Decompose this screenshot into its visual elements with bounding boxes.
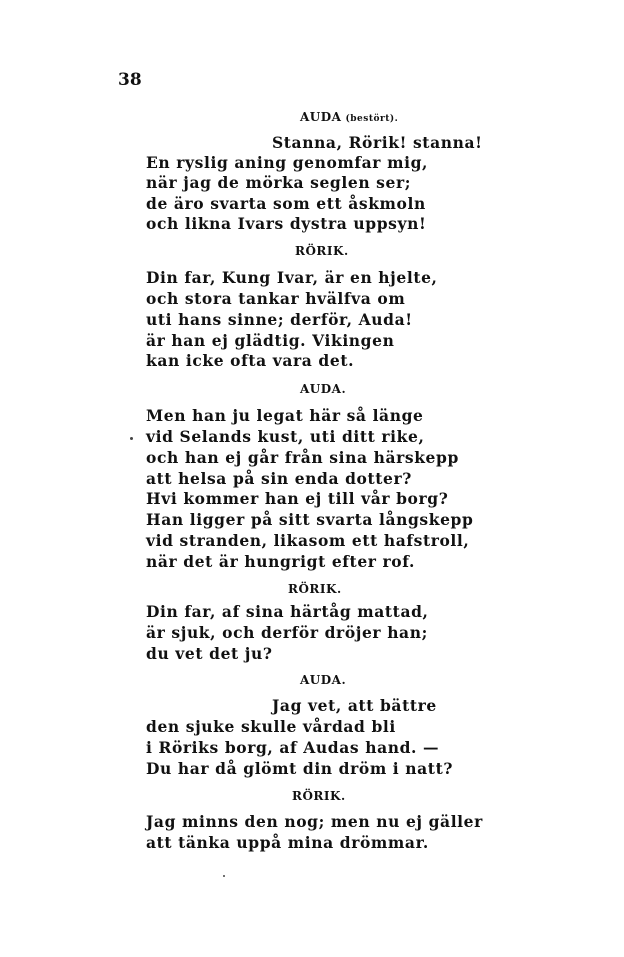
verse-line: Du har då glömt din dröm i natt? xyxy=(146,759,454,778)
verse-line: vid stranden, likasom ett hafstroll, xyxy=(146,531,470,550)
speaker-name: RÖRIK. xyxy=(295,244,349,258)
verse-line: Men han ju legat här så länge xyxy=(146,406,424,425)
speaker-name: RÖRIK. xyxy=(292,789,346,803)
verse-line: är han ej glädtig. Vikingen xyxy=(146,331,395,350)
verse-line: i Röriks borg, af Audas hand. — xyxy=(146,738,440,757)
verse-line: den sjuke skulle vårdad bli xyxy=(146,717,396,736)
verse-line: när det är hungrigt efter rof. xyxy=(146,552,415,571)
verse-line: de äro svarta som ett åskmoln xyxy=(146,194,426,213)
verse-line: Stanna, Rörik! stanna! xyxy=(272,133,483,152)
verse-line: En ryslig aning genomfar mig, xyxy=(146,153,428,172)
verse-line: du vet det ju? xyxy=(146,644,273,663)
margin-mark xyxy=(130,437,133,440)
verse-line: att tänka uppå mina drömmar. xyxy=(146,833,429,852)
verse-line: Jag vet, att bättre xyxy=(272,696,437,715)
speaker-name: AUDA. xyxy=(300,673,347,687)
verse-line: när jag de mörka seglen ser; xyxy=(146,173,412,192)
verse-line: uti hans sinne; derför, Auda! xyxy=(146,310,413,329)
verse-line: Hvi kommer han ej till vår borg? xyxy=(146,489,449,508)
page-number: 38 xyxy=(118,70,142,90)
stray-mark xyxy=(223,875,225,877)
verse-line: och stora tankar hvälfva om xyxy=(146,289,406,308)
speaker-name: RÖRIK. xyxy=(288,582,342,596)
verse-line: Jag minns den nog; men nu ej gäller xyxy=(146,812,483,831)
verse-line: är sjuk, och derför dröjer han; xyxy=(146,623,428,642)
verse-line: Din far, Kung Ivar, är en hjelte, xyxy=(146,268,438,287)
stage-direction: (bestört). xyxy=(345,114,399,124)
speaker-label: AUDA xyxy=(300,110,342,124)
verse-line: och likna Ivars dystra uppsyn! xyxy=(146,214,427,233)
verse-line: vid Selands kust, uti ditt rike, xyxy=(146,427,425,446)
speaker-name: AUDA. xyxy=(300,382,347,396)
verse-line: kan icke ofta vara det. xyxy=(146,351,355,370)
verse-line: Han ligger på sitt svarta långskepp xyxy=(146,510,474,529)
speaker-name xyxy=(300,110,398,124)
verse-line: Din far, af sina härtåg mattad, xyxy=(146,602,429,621)
verse-line: och han ej går från sina härskepp xyxy=(146,448,459,467)
verse-line: att helsa på sin enda dotter? xyxy=(146,469,412,488)
